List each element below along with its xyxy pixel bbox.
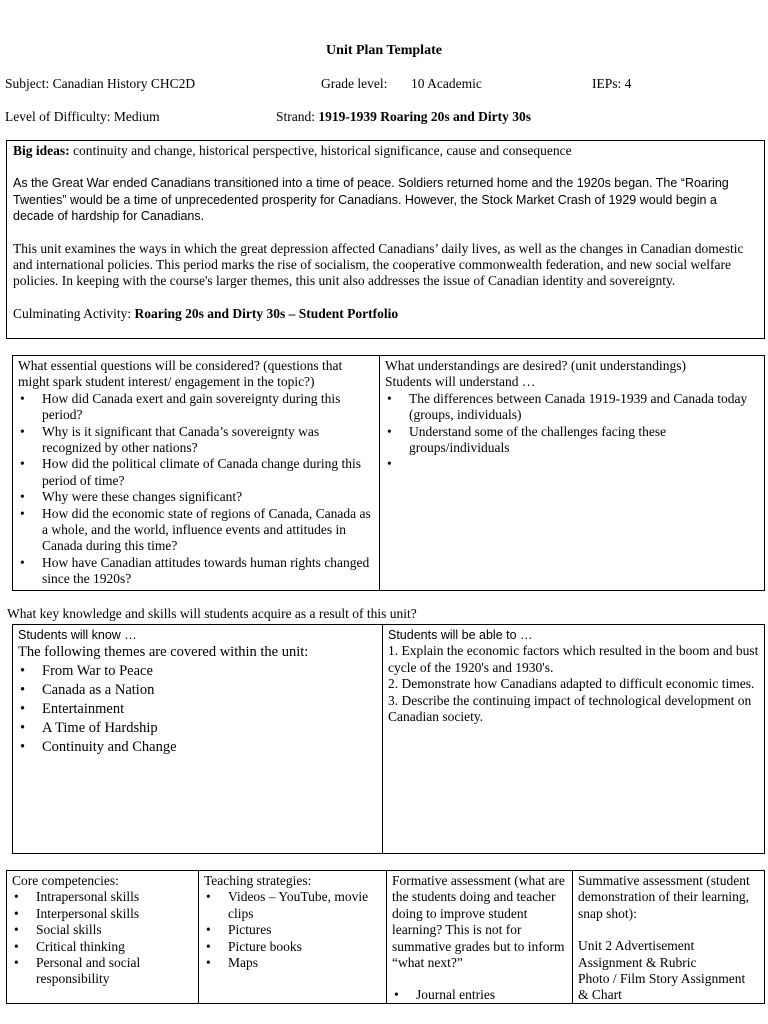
formative-assessment-cell xyxy=(387,871,573,1003)
core-competencies-list xyxy=(12,889,193,987)
list-item: • How did the economic state of regions of Canada, Canada as a whole, and the world, influence events and attitudes in Canada during this time? xyxy=(18,506,374,555)
big-ideas-box xyxy=(6,140,765,339)
essential-questions-cell xyxy=(13,356,380,590)
list-item: • Entertainment xyxy=(18,700,377,719)
formative-assessment-heading: Formative assessment (what are the students doing and teacher doing to improve student learning? This is not for summative grades but to inform “what next?” xyxy=(392,873,565,971)
list-item: • From War to Peace xyxy=(18,662,377,681)
able-item-2: 2. Demonstrate how Canadians adapted to difficult economic times. xyxy=(388,676,755,692)
knowledge-skills-question: What key knowledge and skills will students acquire as a result of this unit? xyxy=(7,606,417,621)
subject-field: Subject: Canadian History CHC2D xyxy=(5,76,196,91)
teaching-strategies-cell xyxy=(199,871,387,1003)
understandings-lead: Students will understand … xyxy=(385,374,536,390)
know-lead: Students will know … xyxy=(18,628,137,642)
list-item: • Intrapersonal skills xyxy=(12,889,193,905)
teaching-strategies-list xyxy=(204,889,381,971)
understandings-heading: What understandings are desired? (unit understandings) xyxy=(385,358,687,373)
understandings-cell xyxy=(380,356,764,590)
core-competencies-heading: Core competencies: xyxy=(12,873,119,888)
strand-value: 1919-1939 Roaring 20s and Dirty 30s xyxy=(318,109,532,124)
list-item: • Social skills xyxy=(12,922,193,938)
themes-list xyxy=(18,662,377,757)
list-item: • Maps xyxy=(204,955,381,971)
understandings-list xyxy=(385,391,759,457)
culminating-activity xyxy=(13,306,758,322)
list-item: • Why is it significant that Canada’s sovereignty was recognized by other nations? xyxy=(18,424,374,457)
list-item: • Canada as a Nation xyxy=(18,681,377,700)
big-ideas-line xyxy=(13,143,758,159)
summative-item-2: Photo / Film Story Assignment & Chart xyxy=(578,971,746,1003)
questions-understandings-table xyxy=(12,355,765,591)
able-item-1: 1. Explain the economic factors which resulted in the boom and bust cycle of the 1920's and 1930's. xyxy=(388,643,759,675)
list-item: • A Time of Hardship xyxy=(18,719,377,738)
students-will-be-able-cell xyxy=(383,625,764,853)
ieps-field: IEPs: 4 xyxy=(592,76,632,91)
list-item: • Why were these changes significant? xyxy=(18,489,374,505)
list-item: • Understand some of the challenges facing these groups/individuals xyxy=(385,424,759,457)
summative-item-1: Unit 2 Advertisement Assignment & Rubric xyxy=(578,938,697,970)
assessment-table xyxy=(6,870,765,1004)
knowledge-skills-table xyxy=(12,624,765,854)
culminating-value: Roaring 20s and Dirty 30s – Student Portfolio xyxy=(134,305,399,321)
list-item: • The differences between Canada 1919-1939 and Canada today (groups, individuals) xyxy=(385,391,759,424)
big-ideas-paragraph-2: This unit examines the ways in which the great depression affected Canadians’ daily lives, as well as the changes in Canadian domestic and international policies. This period marks the rise of socialism, the cooperative commonwealth federation, and new social welfare policies. In keeping with the course's larger themes, this unit also addresses the issue of Canadian identity and sovereignty. xyxy=(13,240,744,289)
big-ideas-paragraph-1: As the Great War ended Canadians transitioned into a time of peace. Soldiers returned home and the 1920s began. The “Roaring Twenties” would be a time of unprecedented prosperity for Canadians. However, the Stock Market Crash of 1929 would begin a decade of hardship for Canadians. xyxy=(13,176,729,224)
strand-field xyxy=(276,109,531,125)
essential-questions-heading: What essential questions will be considered? (questions that might spark student interest/ engagement in the topic?) xyxy=(18,358,343,390)
list-item: • Pictures xyxy=(204,922,381,938)
list-item: • How did the political climate of Canada change during this period of time? xyxy=(18,456,374,489)
grade-level-value: 10 Academic xyxy=(411,76,482,91)
list-item: • Continuity and Change xyxy=(18,738,377,757)
list-item: • Critical thinking xyxy=(12,939,193,955)
students-will-know-cell xyxy=(13,625,383,853)
list-item: • How have Canadian attitudes towards human rights changed since the 1920s? xyxy=(18,555,374,588)
big-ideas-label: Big ideas: xyxy=(13,143,70,158)
know-intro: The following themes are covered within the unit: xyxy=(18,644,309,661)
list-item: • Videos – YouTube, movie clips xyxy=(204,889,381,922)
able-item-3: 3. Describe the continuing impact of technological development on Canadian society. xyxy=(388,692,752,725)
list-item: • How did Canada exert and gain sovereignty during this period? xyxy=(18,391,374,424)
list-item: • Journal entries xyxy=(392,987,567,1003)
summative-assessment-heading: Summative assessment (student demonstration of their learning, snap shot): xyxy=(578,873,750,921)
culminating-label: Culminating Activity: xyxy=(13,305,135,321)
list-item: • Picture books xyxy=(204,939,381,955)
list-item: • Personal and social responsibility xyxy=(12,955,193,988)
summative-assessment-cell xyxy=(573,871,764,1003)
page-title: Unit Plan Template xyxy=(326,43,442,58)
formative-assessment-list xyxy=(392,987,567,1003)
big-ideas-text: continuity and change, historical perspective, historical significance, cause and consequence xyxy=(69,143,572,158)
grade-level-label: Grade level: xyxy=(321,76,388,91)
strand-label: Strand: xyxy=(276,109,319,124)
difficulty-field: Level of Difficulty: Medium xyxy=(5,109,160,124)
list-item: • Interpersonal skills xyxy=(12,906,193,922)
able-lead: Students will be able to … xyxy=(388,628,533,642)
essential-questions-list xyxy=(18,391,374,588)
core-competencies-cell xyxy=(7,871,199,1003)
teaching-strategies-heading: Teaching strategies: xyxy=(204,873,312,888)
